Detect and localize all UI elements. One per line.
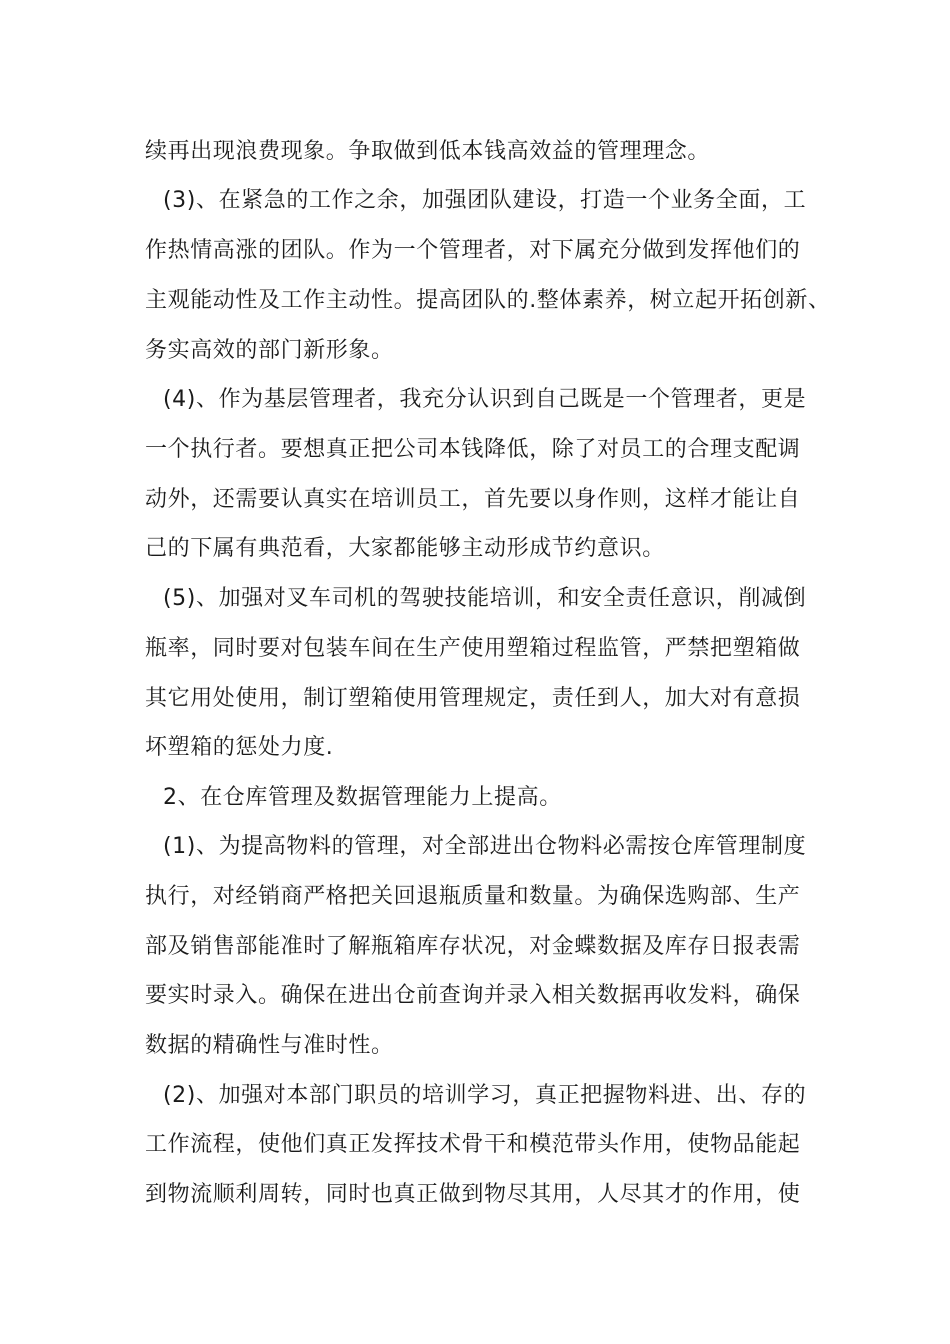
text-line: 一个执行者。要想真正把公司本钱降低，除了对员工的合理支配调 [145, 437, 801, 462]
text-line: (4)、作为基层管理者，我充分认识到自己既是一个管理者，更是 [163, 387, 807, 412]
text-line: 数据的精确性与准时性。 [145, 1033, 394, 1058]
text-line: 主观能动性及工作主动性。提高团队的.整体素养，树立起开拓创新、 [145, 288, 831, 313]
text-line: 其它用处使用，制订塑箱使用管理规定，责任到人，加大对有意损 [145, 686, 801, 711]
text-line: 到物流顺利周转，同时也真正做到物尽其用，人尽其才的作用，使 [145, 1182, 801, 1207]
text-line: 作热情高涨的团队。作为一个管理者，对下属充分做到发挥他们的 [145, 238, 801, 263]
text-line: (5)、加强对叉车司机的驾驶技能培训，和安全责任意识，削减倒 [163, 586, 807, 611]
text-line: 瓶率，同时要对包装车间在生产使用塑箱过程监管，严禁把塑箱做 [145, 636, 801, 661]
text-line: 要实时录入。确保在进出仓前查询并录入相关数据再收发料，确保 [145, 983, 801, 1008]
text-line: (3)、在紧急的工作之余，加强团队建设，打造一个业务全面，工 [163, 188, 807, 213]
text-line: 2、在仓库管理及数据管理能力上提高。 [163, 785, 562, 810]
text-line: (2)、加强对本部门职员的培训学习，真正把握物料进、出、存的 [163, 1083, 807, 1108]
text-line: 务实高效的部门新形象。 [145, 338, 394, 363]
text-line: 动外，还需要认真实在培训员工，首先要以身作则，这样才能让自 [145, 487, 801, 512]
text-line: 执行，对经销商严格把关回退瓶质量和数量。为确保选购部、生产 [145, 884, 801, 909]
text-line: 部及销售部能准时了解瓶箱库存状况，对金蝶数据及库存日报表需 [145, 934, 801, 959]
text-line: 工作流程，使他们真正发挥技术骨干和模范带头作用，使物品能起 [145, 1132, 801, 1157]
text-line: (1)、为提高物料的管理，对全部进出仓物料必需按仓库管理制度 [163, 834, 807, 859]
text-line: 己的下属有典范看，大家都能够主动形成节约意识。 [145, 536, 665, 561]
text-line: 续再出现浪费现象。争取做到低本钱高效益的管理理念。 [145, 139, 711, 164]
text-line: 坏塑箱的惩处力度. [145, 735, 334, 760]
